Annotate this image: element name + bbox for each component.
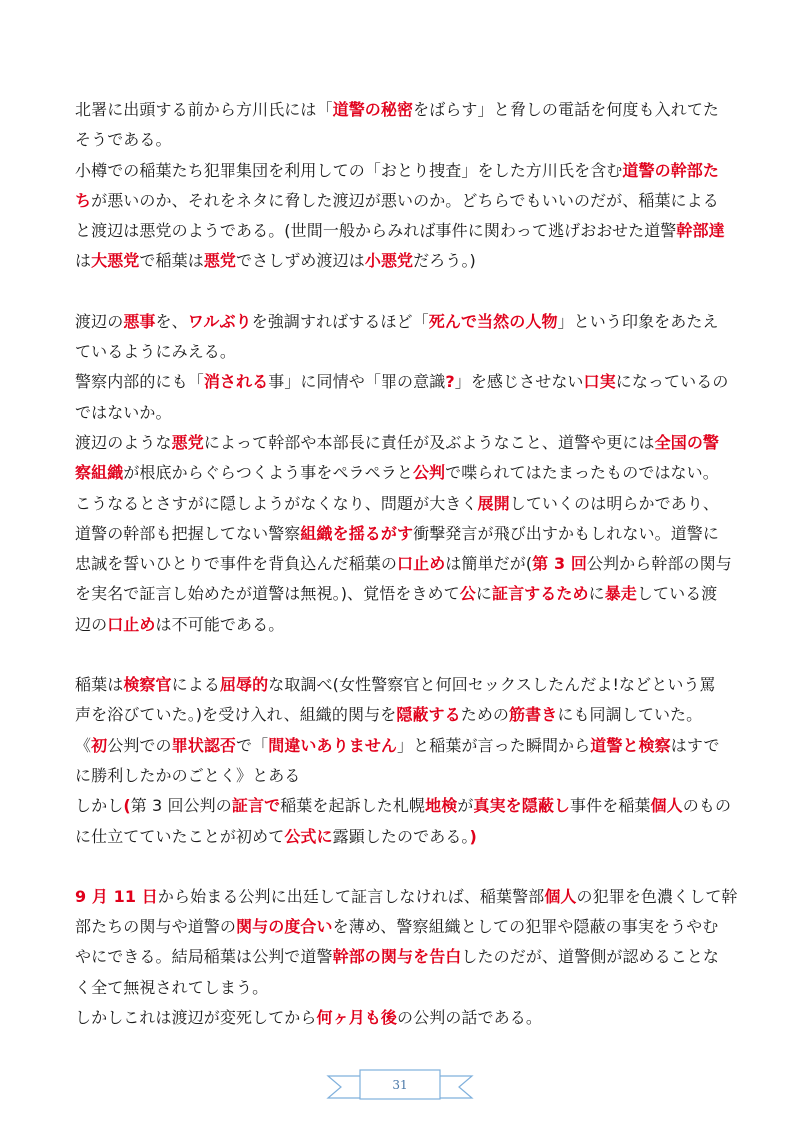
emphasized-text: 幹部達 [676,221,725,241]
emphasized-text: 証言するため [491,584,589,604]
body-text: 衝撃発言が飛び出すかもしれない。道警に [413,523,720,543]
body-text: を強調すればするほど「 [251,311,429,331]
body-text: く全て無視されてしまう。 [75,977,269,997]
body-text: のもの [682,796,732,816]
emphasized-text: 隠蔽する [396,705,461,725]
emphasized-text: 口止め [107,614,156,634]
text-line [75,246,735,276]
page-number-ribbon [325,1066,475,1104]
body-text: しかし [75,796,124,816]
body-text: していくのは明らかであり、 [509,493,720,513]
text-line [75,822,735,852]
body-text: 警察内部的にも「 [75,372,204,392]
text-line [75,216,735,246]
emphasized-text: ワルぶり [187,311,252,331]
body-text: で稲葉は [139,251,204,271]
emphasized-text: 道警の秘密 [332,100,414,119]
emphasized-text: 第 3 回 [532,554,587,574]
body-text: そうである。 [75,130,172,150]
body-text: でさしずめ渡辺は [236,251,365,271]
body-text: から始まる公判に出廷して証言しなければ、稲葉警部 [157,886,545,906]
emphasized-text: 検察官 [123,675,172,695]
emphasized-text: 関与の度合い [236,917,333,937]
emphasized-text: 悪事 [123,311,156,331]
emphasized-text: 組織を揺るがす [300,523,414,543]
text-line [75,398,735,428]
body-text: は簡単だが( [445,554,533,574]
emphasized-text: 口実 [583,372,616,392]
body-text: による [171,675,220,695]
body-text: 辺の [75,614,108,634]
emphasized-text: 公式に [284,826,333,846]
body-text: こうなるとさすがに隠しようがなくなり、問題が大きく [75,493,478,513]
body-text: が [457,796,474,816]
emphasized-text: ち [75,190,92,210]
text-line [75,731,735,761]
body-text: 事」に同情や「罪の意識 [268,372,446,392]
text-line [75,549,735,579]
body-text: はすで [670,735,720,755]
emphasized-text: 筋書き [509,705,558,725]
emphasized-text: ( [123,796,131,816]
body-text: が根底からぐらつくよう事をペラペラと [123,463,413,483]
emphasized-text: 公 [459,584,476,604]
text-line [75,367,735,397]
text-line [75,610,735,640]
body-text: ための [460,705,510,725]
text-line [75,1003,735,1033]
paragraph [75,670,735,852]
text-line [75,912,735,942]
paragraph [75,95,735,277]
emphasized-text: 9 月 11 日 [75,886,158,906]
body-text: に勝利したかのごとく》とある [75,765,301,785]
body-text: ているようにみえる。 [75,342,237,362]
body-text: は [75,251,92,271]
body-text: している渡 [636,584,718,604]
emphasized-text: 悪党 [171,432,204,452]
text-line [75,700,735,730]
body-text: 」と稲葉が言った瞬間から [397,735,591,755]
emphasized-text: 公判 [412,463,446,483]
paragraph [75,307,735,640]
body-text: を実名で証言し始めたが道警は無視。)、覚悟をきめて [75,584,460,604]
emphasized-text: 道警の幹部た [622,160,720,180]
emphasized-text: 幹部の関与を告白 [332,947,462,967]
body-text: 公判での [107,735,172,755]
emphasized-text: 何ヶ月も後 [316,1008,398,1028]
text-line [75,973,735,1003]
text-line [75,156,735,186]
emphasized-text: 察組織 [75,463,124,483]
emphasized-text: ? [445,372,455,392]
body-text: 露顕したのである。 [332,826,470,846]
body-text: をばらす」と脅しの電話を何度も入れてた [413,100,720,119]
body-text: に [588,584,605,604]
emphasized-text: 真実を隠蔽し [473,796,571,816]
emphasized-text: 展開 [477,493,510,513]
body-text: 稲葉は [75,675,124,695]
text-line [75,489,735,519]
body-text: したのだが、道警側が認めることな [461,947,720,967]
emphasized-text: 悪党 [203,251,237,271]
emphasized-text: 道警と検察 [590,735,671,755]
body-text: やにできる。結局稲葉は公判で道警 [75,947,333,967]
emphasized-text: 口止め [397,554,446,574]
body-text: 忠誠を誓いひとりで事件を背負込んだ稲葉の [75,554,398,574]
body-text: に [475,584,492,604]
text-line [75,186,735,216]
emphasized-text: ) [469,826,477,846]
text-line [75,761,735,791]
emphasized-text: 個人 [650,796,683,816]
text-line [75,670,735,700]
text-line [75,95,735,125]
text-line [75,942,735,972]
emphasized-text: 証言で [231,796,281,816]
body-text: を、 [155,311,188,331]
body-text: によって幹部や本部長に責任が及ぶようなこと、道警や更には [203,432,655,452]
text-line [75,519,735,549]
body-text: の公判の話である。 [397,1008,542,1028]
emphasized-text: 初 [91,735,108,755]
page-number: 31 [392,1078,408,1092]
text-line [75,579,735,609]
body-text: 」を感じさせない [454,372,584,392]
body-text: 渡辺のような [75,432,172,452]
document-body [75,95,738,1063]
body-text: 小樽での稲葉たち犯罪集団を利用しての「おとり捜査」をした方川氏を含む [75,160,623,180]
body-text: ではないか。 [75,402,172,422]
emphasized-text: 屈辱的 [219,675,269,695]
body-text: が悪いのか、それをネタに脅した渡辺が悪いのか。どちらでもいいのだが、稲葉による [91,190,719,210]
emphasized-text: 暴走 [604,584,637,604]
body-text: 部たちの関与や道警の [75,917,237,937]
emphasized-text: 全国の警 [654,432,720,452]
text-line [75,791,735,821]
emphasized-text: 消される [203,372,269,392]
emphasized-text: 小悪党 [364,251,414,271]
text-line [75,307,735,337]
text-line [75,337,735,367]
body-text: 事件を稲葉 [570,796,651,816]
text-line [75,882,738,912]
body-text: 北署に出頭する前から方川氏には「 [75,100,333,119]
body-text: 道警の幹部も把握してない警察 [75,523,301,543]
emphasized-text: 個人 [544,886,577,906]
body-text: は不可能である。 [155,614,285,634]
body-text: に仕立てていたことが初めて [75,826,285,846]
body-text: 稲葉を起訴した札幌 [280,796,426,816]
body-text: になっているの [615,372,729,392]
emphasized-text: 間違いありません [268,735,398,755]
text-line [75,125,735,155]
emphasized-text: 罪状認否 [171,735,237,755]
emphasized-text: 地検 [425,796,458,816]
body-text: にも同調していた。 [557,705,703,725]
text-line [75,428,735,458]
emphasized-text: 死んで当然の人物 [428,311,558,331]
body-text: な取調べ(女性警察官と何回セックスしたんだよ!などという罵 [268,675,716,695]
body-text: 」という印象をあたえ [557,311,719,331]
paragraph [75,882,738,1033]
body-text: 第 3 回公判の [130,796,232,816]
body-text: だろう。) [413,251,476,271]
body-text: しかしこれは渡辺が変死してから [75,1008,317,1028]
text-line [75,458,735,488]
body-text: の犯罪を色濃くして幹 [576,886,738,906]
emphasized-text: 大悪党 [91,251,140,271]
body-text: で「 [236,735,269,755]
body-text: 渡辺の [75,311,124,331]
body-text: 声を浴びていた。)を受け入れ、組織的関与を [75,705,397,725]
body-text: を薄め、警察組織としての犯罪や隠蔽の事実をうやむ [332,917,719,937]
body-text: で喋られてはたまったものではない。 [445,463,719,483]
body-text: と渡辺は悪党のようである。(世間一般からみれば事件に関わって逃げおおせた道警 [75,221,677,241]
body-text: 《 [75,735,92,755]
body-text: 公判から幹部の関与 [586,554,732,574]
